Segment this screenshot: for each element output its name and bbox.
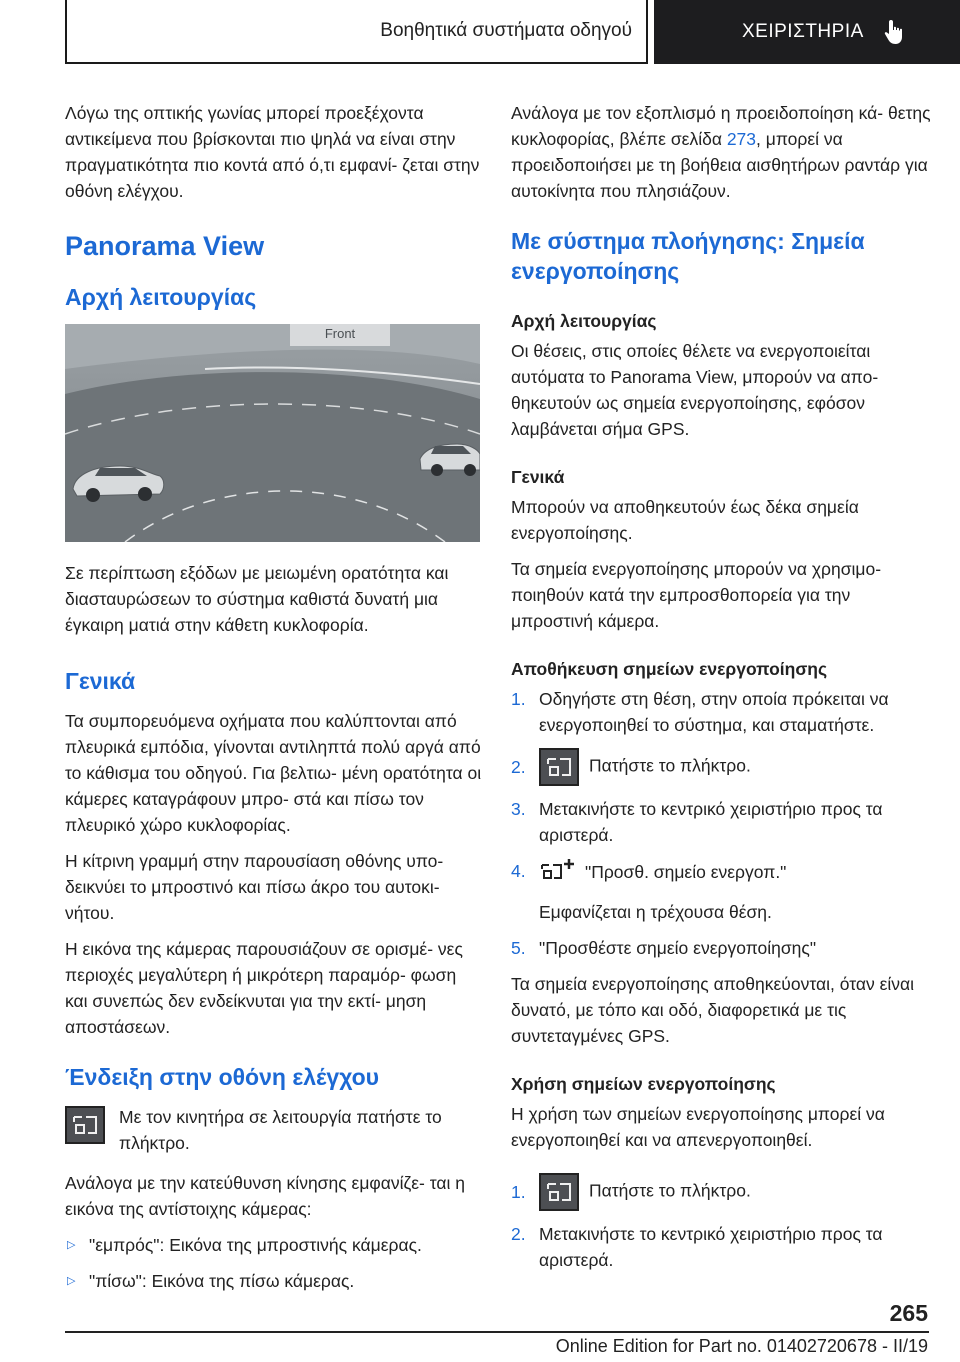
hand-pointer-icon bbox=[882, 18, 908, 46]
right-principle-heading: Αρχή λειτουργίας bbox=[511, 311, 657, 331]
panorama-figure bbox=[65, 324, 480, 542]
list-item: 2. Πατήστε το πλήκτρο. bbox=[511, 748, 931, 786]
manual-label: ΧΕΙΡΙΣΤΗΡΙΑ bbox=[742, 21, 864, 42]
right-general-heading: Γενικά bbox=[511, 467, 565, 487]
list-item: ▷ "εμπρός": Εικόνα της μπροστινής κάμερας. bbox=[67, 1235, 422, 1255]
manual-tab bbox=[654, 0, 960, 64]
general-heading: Γενικά bbox=[65, 668, 136, 694]
camera-view-list bbox=[65, 1232, 483, 1294]
display-instruction bbox=[65, 1104, 483, 1156]
use-paragraph: Η χρήση των σημείων ενεργοποίησης μπορεί να ενεργοποιηθεί και να απενεργοποιηθεί. bbox=[511, 1104, 885, 1150]
section-title: Βοηθητικά συστήματα οδηγού bbox=[380, 20, 632, 41]
list-item: 1. Οδηγήστε στη θέση, στην οποία πρόκειται να ενεργοποιηθεί το σύστημα, και σταματήστε. bbox=[511, 689, 889, 735]
add-point-icon bbox=[539, 858, 575, 889]
display-instruction-text: Με τον κινητήρα σε λειτουργία πατήστε το πλήκτρο. bbox=[119, 1107, 442, 1153]
right-column bbox=[511, 100, 931, 1283]
list-item: ▷ "πίσω": Εικόνα της πίσω κάμερας. bbox=[67, 1271, 355, 1291]
triangle-bullet-icon: ▷ bbox=[67, 1275, 76, 1287]
panorama-illustration bbox=[65, 324, 480, 542]
general-paragraph-2: Η κίτρινη γραμμή στην παρουσίαση οθόνης υπο- δεικνύει το μπροστινό και πίσω άκρο του αυτοκι- νήτου. bbox=[65, 851, 444, 923]
save-steps-list bbox=[511, 686, 931, 961]
list-item: 4. "Προσθ. σημείο ενεργοπ." Εμφανίζεται η τρέχουσα θέση. bbox=[511, 858, 931, 925]
panorama-view-heading: Panorama View bbox=[65, 231, 265, 261]
use-steps-list bbox=[511, 1173, 931, 1273]
use-points-heading: Χρήση σημείων ενεργοποίησης bbox=[511, 1074, 776, 1094]
camera-button-icon bbox=[539, 748, 579, 786]
general-paragraph-1: Τα συμπορευόμενα οχήματα που καλύπτονται από πλευρικά εμπόδια, γίνονται αντιληπτά πολύ αργά από το κάθισμα του οδηγού. Για βελτιω- μένη ορατότητα οι κάμερες καταγράφουν μπρο- στά και πίσω τον πλευρικό χώρο κυκλοφορίας. bbox=[65, 711, 482, 835]
camera-button-icon bbox=[65, 1106, 105, 1144]
principle-heading: Αρχή λειτουργίας bbox=[65, 284, 257, 310]
save-points-heading: Αποθήκευση σημείων ενεργοποίησης bbox=[511, 659, 828, 679]
front-label: Front bbox=[290, 324, 390, 346]
section-header bbox=[65, 0, 648, 64]
list-item: 1. Πατήστε το πλήκτρο. bbox=[511, 1173, 931, 1211]
right-principle-paragraph: Οι θέσεις, στις οποίες θέλετε να ενεργοποιείται αυτόματα το Panorama View, μπορούν να απο- θηκευτούν ως σημεία ενεργοποίησης, εφόσον λαμβάνεται σήμα GPS. bbox=[511, 341, 879, 439]
list-item: 2. Μετακινήστε το κεντρικό χειριστήριο προς τα αριστερά. bbox=[511, 1224, 883, 1270]
display-heading: Ένδειξη στην οθόνη ελέγχου bbox=[65, 1064, 380, 1090]
page-reference-link[interactable]: 273 bbox=[726, 129, 757, 149]
page-number: 265 bbox=[889, 1300, 928, 1326]
general-paragraph-3: Η εικόνα της κάμερας παρουσιάζουν σε ορισμέ- νες περιοχές μεγαλύτερη ή μικρότερη παραμόρ- φωση και συνεπώς δεν ενδείκνυται για την εκτί- μηση αποστάσεων. bbox=[65, 939, 463, 1037]
footer-divider bbox=[65, 1331, 929, 1333]
right-intro-paragraph: Ανάλογα με τον εξοπλισμό η προειδοποίηση κά- θετης κυκλοφορίας, βλέπε σελίδα 273, μπορεί να προειδοποιήσει με τη βοήθεια αισθητήρων ραντάρ για αυτοκίνητα που πλησιάζουν. bbox=[511, 103, 931, 201]
list-item: 5. "Προσθέστε σημείο ενεργοποίησης" bbox=[511, 938, 817, 958]
camera-button-icon bbox=[539, 1173, 579, 1211]
navigation-heading: Με σύστημα πλοήγησης: Σημεία ενεργοποίησης bbox=[511, 228, 865, 284]
left-column bbox=[65, 100, 483, 1304]
right-general-paragraph-1: Μπορούν να αποθηκευτούν έως δέκα σημεία ενεργοποίησης. bbox=[511, 497, 859, 543]
intro-paragraph: Λόγω της οπτικής γωνίας μπορεί προεξέχοντα αντικείμενα που βρίσκονται πιο ψηλά να είναι στην πραγματικότητα πιο κοντά από ό,τι εμφανί- ζεται στην οθόνη ελέγχου. bbox=[65, 103, 480, 201]
figure-caption: Σε περίπτωση εξόδων με μειωμένη ορατότητα και διασταυρώσεων το σύστημα καθιστά δυνατή μια έγκαιρη ματιά στην κάθετη κυκλοφορία. bbox=[65, 563, 449, 635]
list-item: 3. Μετακινήστε το κεντρικό χειριστήριο προς τα αριστερά. bbox=[511, 799, 883, 845]
triangle-bullet-icon: ▷ bbox=[67, 1239, 76, 1251]
edition-footer: Online Edition for Part no. 01402720678 - II/19 bbox=[555, 1336, 928, 1356]
save-after-paragraph: Τα σημεία ενεργοποίησης αποθηκεύονται, όταν είναι δυνατό, με τόπο και οδό, διαφορετικά με τις συντεταγμένες GPS. bbox=[511, 974, 915, 1046]
right-general-paragraph-2: Τα σημεία ενεργοποίησης μπορούν να χρησιμο- ποιηθούν κατά την εμπροσθοπορεία για την μπροστινή κάμερα. bbox=[511, 559, 882, 631]
display-paragraph: Ανάλογα με την κατεύθυνση κίνησης εμφανίζε- ται η εικόνα της αντίστοιχης κάμερας: bbox=[65, 1173, 465, 1219]
